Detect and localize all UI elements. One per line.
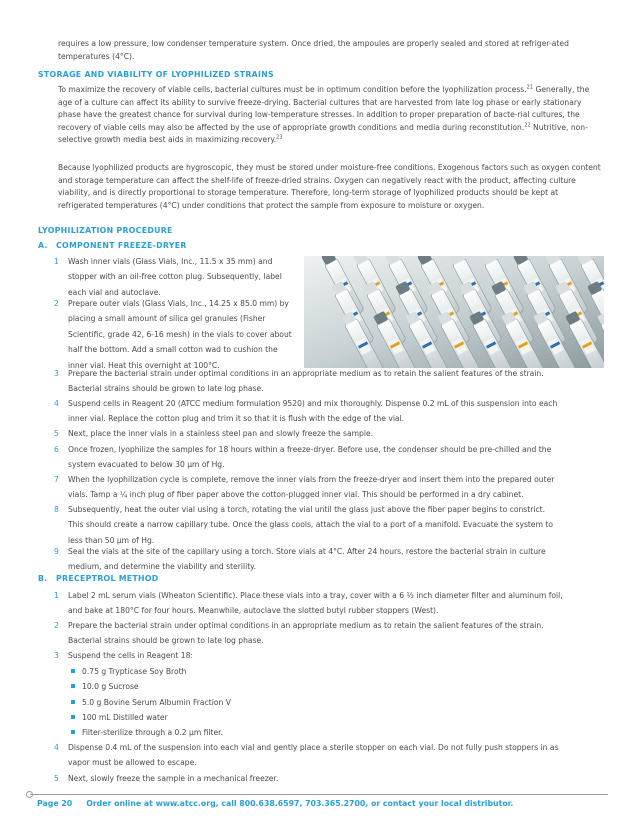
- section-a-step-text: inner vial. Replace the cotton plug and trim it so that it is flush with the edge of the vial.: [68, 414, 405, 424]
- bullet-icon: [71, 669, 75, 673]
- section-a-step-text: Next, place the inner vials in a stainless steel pan and slowly freeze the sample.: [68, 429, 374, 438]
- section-b-step-number: 4: [54, 743, 59, 752]
- reagent-list-item: 5.0 g Bovine Serum Albumin Fraction V: [71, 697, 231, 710]
- section-a-step-text: Prepare outer vials (Glass Vials, Inc., 14.25 x 85.0 mm) by: [68, 299, 289, 308]
- bullet-icon: [71, 700, 75, 704]
- section-a-step-number: 6: [54, 445, 59, 454]
- storage-paragraph-2: Because lyophilized products are hygroscopic, they must be stored under moisture-free conditions. Exogenous factors such as oxygen content and storage temperature can affect the shelf-life of freeze-dried strains. Oxygen can negatively react with the product, affecting culture viability, and is directly proportional to storage temperature. Therefore, long-term storage of lyophilized products should be kept at refrigerated temperatures (4°C) under conditions that protect the sample from exposure to moisture or oxygen.: [58, 163, 601, 210]
- section-a-step-text: Once frozen, lyophilize the samples for 18 hours within a freeze-dryer. Before use, the condenser should be pre-chilled and the: [68, 445, 552, 454]
- section-a-step-text: Wash inner vials (Glass Vials, Inc., 11.5 x 35 mm) and: [68, 257, 273, 266]
- section-a-letter: A.: [38, 241, 48, 250]
- vials-in-tray-photo: [304, 256, 604, 368]
- section-b-heading: PRECEPTROL METHOD: [56, 574, 159, 583]
- storage-heading: STORAGE AND VIABILITY OF LYOPHILIZED STRAINS: [38, 70, 274, 79]
- bullet-icon: [71, 730, 75, 734]
- reagent-list-item: 100 mL Distilled water: [71, 712, 168, 725]
- bullet-icon: [71, 715, 75, 719]
- section-a-step-text: Prepare the bacterial strain under optimal conditions in an appropriate medium as to retain the salient features of the strain.: [68, 369, 544, 378]
- section-a-step-text: each vial and autoclave.: [68, 287, 161, 297]
- section-b-step-text: and bake at 180°C for four hours. Meanwhile, autoclave the slotted butyl rubber stoppers (West).: [68, 606, 439, 616]
- section-b-step-text: Next, slowly freeze the sample in a mechanical freezer.: [68, 774, 279, 783]
- reagent-list-item: Filter-sterilize through a 0.2 µm filter.: [71, 727, 223, 740]
- section-b-step-text: Label 2 mL serum vials (Wheaton Scientific). Place these vials into a tray, cover with a 6 ½ inch diameter filter and aluminum foil,: [68, 591, 563, 600]
- section-b-step-text: Bacterial strains should be grown to late log phase.: [68, 636, 264, 646]
- footer: [37, 799, 513, 808]
- section-a-step-text: placing a small amount of silica gel granules (Fisher: [68, 314, 266, 324]
- section-a-step-text: When the lyophilization cycle is complete, remove the inner vials from the freeze-dryer and insert them into the prepared outer: [68, 475, 555, 484]
- section-b-step-number: 2: [54, 621, 59, 630]
- section-b-step-number: 5: [54, 774, 59, 783]
- procedure-heading: LYOPHILIZATION PROCEDURE: [38, 226, 173, 235]
- section-a-step-text: Subsequently, heat the outer vial using a torch, rotating the vial until the glass just above the fiber paper begins to constrict.: [68, 505, 546, 514]
- section-a-heading: COMPONENT FREEZE-DRYER: [56, 241, 187, 250]
- section-a-step-text: Seal the vials at the site of the capillary using a torch. Store vials at 4°C. After 24 hours, restore the bacterial strain in culture: [68, 547, 546, 556]
- section-a-step-text: system evacuated to below 30 µm of Hg.: [68, 460, 225, 470]
- section-a-step-text: half the bottom. Add a small cotton wad to cushion the: [68, 345, 278, 355]
- reagent-list-item: 0.75 g Trypticase Soy Broth: [71, 666, 186, 679]
- section-b-step-text: Suspend the cells in Reagent 18:: [68, 651, 193, 660]
- section-b-step-number: 3: [54, 651, 59, 660]
- vials-photo-graphic: [304, 256, 604, 368]
- section-a-step-number: 2: [54, 299, 59, 308]
- section-a-step-text: Bacterial strains should be grown to late log phase.: [68, 384, 264, 394]
- section-b-step-text: Prepare the bacterial strain under optimal conditions in an appropriate medium as to retain the salient features of the strain.: [68, 621, 544, 630]
- section-a-step-number: 1: [54, 257, 59, 266]
- section-a-step-number: 4: [54, 399, 59, 408]
- page-number: Page 20: [37, 799, 73, 808]
- section-a-step-text: Scientific, grade 42, 6-16 mesh) in the vials to cover about: [68, 329, 292, 339]
- section-a-step-text: medium, and determine the viability and sterility.: [68, 562, 256, 572]
- section-b-step-number: 1: [54, 591, 59, 600]
- section-a-step-number: 7: [54, 475, 59, 484]
- section-a-step-number: 9: [54, 547, 59, 556]
- section-b-letter: B.: [38, 574, 48, 583]
- section-a-step-number: 8: [54, 505, 59, 514]
- storage-paragraph-1: To maximize the recovery of viable cells, bacterial cultures must be in optimum condition before the lyophilization process.$^{21}$ Generally, the age of a culture can affect its ability to survive freeze-drying. Bacterial cultures that are harvested from late log phase or early stationary phase have the greatest chance for survival during low-temperature stresses. In addition to proper preparation of bacte-rial cultures, the recovery of viable cells may also be affected by the use of appropriate growth conditions and media during reconstitution.$^{22}$ Nutritive, non-selective growth media best aids in maximizing recovery.$^{23}$: [58, 84, 590, 145]
- section-b-step-text: vapor must be allowed to escape.: [68, 758, 197, 768]
- section-a-step-number: 3: [54, 369, 59, 378]
- section-b-step-text: Dispense 0.4 mL of the suspension into each vial and gently place a sterile stopper on each vial. Do not fully push stoppers in as: [68, 743, 559, 752]
- section-a-step-text: less than 50 µm of Hg.: [68, 535, 155, 545]
- footer-contact[interactable]: Order online at www.atcc.org, call 800.638.6597, 703.365.2700, or contact your local distributor.: [86, 799, 514, 808]
- section-a-step-number: 5: [54, 429, 59, 438]
- intro-paragraph: requires a low pressure, low condenser temperature system. Once dried, the ampoules are properly sealed and stored at refriger-ated temperatures (4°C).: [58, 39, 569, 61]
- section-a-step-text: stopper with an oil-free cotton plug. Subsequently, label: [68, 272, 282, 282]
- section-a-step-text: This should create a narrow capillary tube. Once the glass cools, attach the vial to a port of a manifold. Evacuate the system to: [68, 520, 554, 530]
- bullet-icon: [71, 684, 75, 688]
- section-a-step-text: vials. Tamp a ¼ inch plug of fiber paper above the cotton-plugged inner vial. This should be performed in a dry cabinet.: [68, 490, 524, 500]
- section-a-step-text: inner vial. Heat this overnight at 100°C.: [68, 360, 220, 370]
- reagent-list-item: 10.0 g Sucrose: [71, 681, 139, 694]
- footer-rule: [30, 794, 608, 795]
- section-a-step-text: Suspend cells in Reagent 20 (ATCC medium formulation 9520) and mix thoroughly. Dispense 0.2 mL of this suspension into each: [68, 399, 558, 408]
